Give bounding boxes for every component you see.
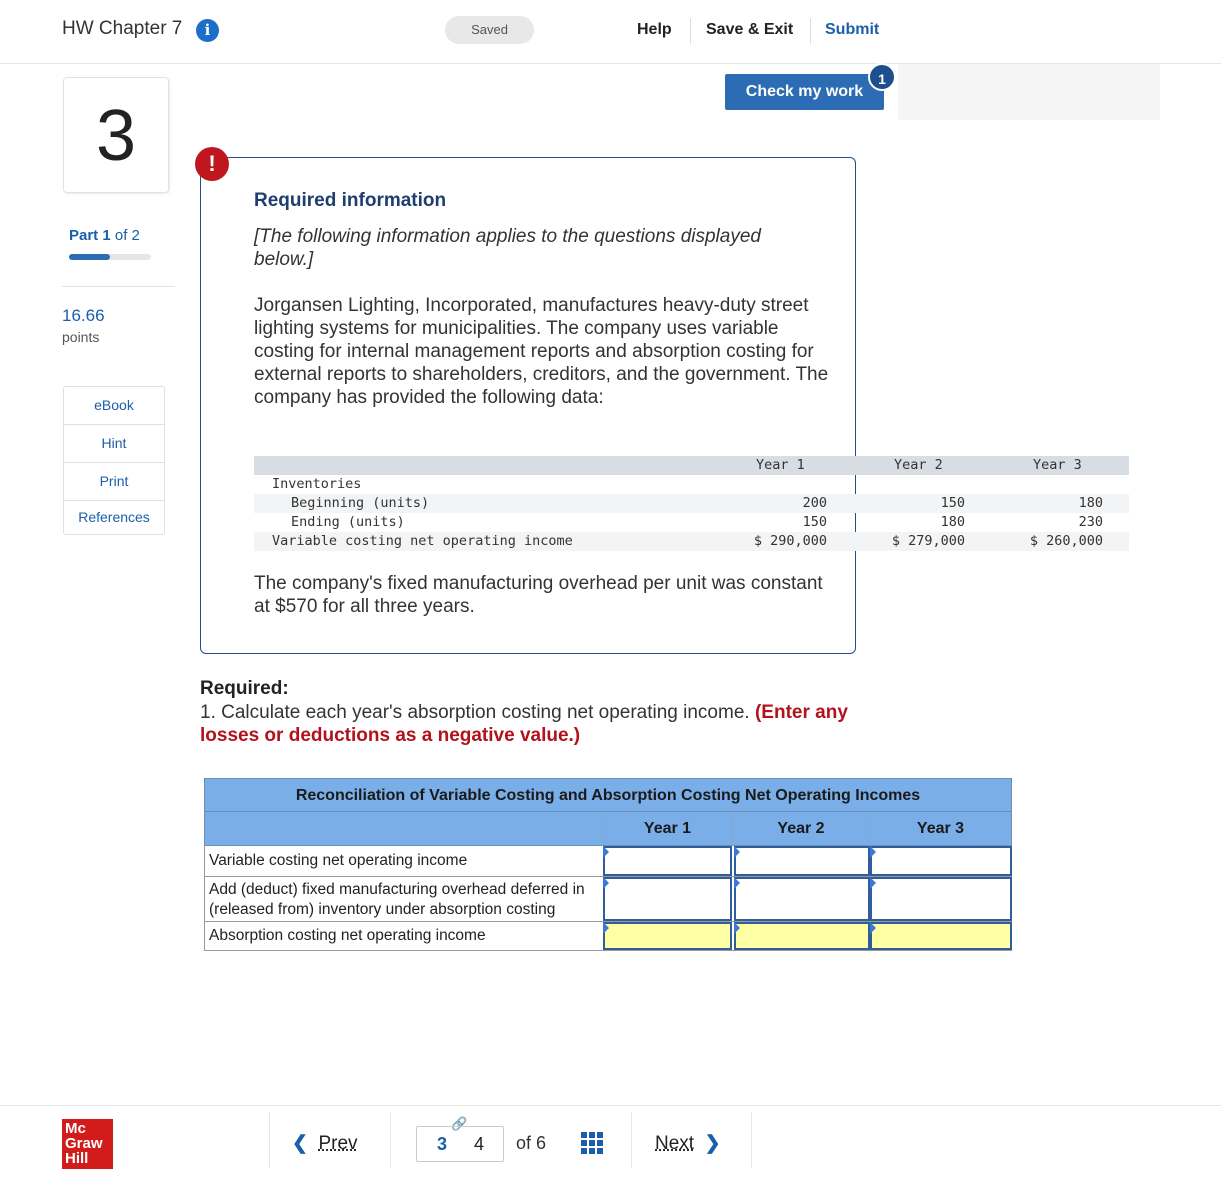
vc-income-year-3: $ 260,000 [1029,533,1103,549]
table-row [254,494,1129,513]
references-button[interactable]: References [78,509,150,525]
alert-icon: ! [195,147,229,181]
ending-units-label: Ending (units) [291,514,405,530]
divider [390,1112,391,1168]
sidebar-divider [62,286,175,287]
ending-year-3: 230 [1078,514,1103,530]
chevron-right-icon: ❯ [704,1133,721,1154]
points-label: points [62,329,100,345]
vc-income-input-year-3[interactable] [870,846,1012,876]
next-label: Next [655,1133,695,1154]
col-year-2: Year 2 [894,457,943,473]
part-word: Part [69,227,99,244]
problem-description: Jorgansen Lighting, Incorporated, manufactures heavy-duty street lighting systems for municipalities. The company uses variable costing for internal management reports and absorption costing for external reports to shareholders, creditors, and the government. The company has provided the following data: [254,295,829,408]
ebook-button[interactable]: eBook [64,387,164,425]
assignment-title: HW Chapter 7 [62,18,183,39]
recon-col-year-2: Year 2 [732,812,869,846]
beginning-units-label: Beginning (units) [291,495,430,511]
grid-icon[interactable] [581,1132,603,1154]
ending-year-1: 150 [802,514,827,530]
points-value: 16.66 [62,306,105,325]
check-attempts-badge: 1 [868,63,896,91]
recon-row-label: Absorption costing net operating income [209,927,486,944]
logo-line: Graw [65,1135,103,1152]
divider [269,1112,270,1168]
beginning-year-3: 180 [1078,495,1103,511]
part-of-total: of 2 [114,227,140,244]
reconciliation-header-row [204,811,1012,846]
divider [690,18,691,44]
check-my-work-button[interactable]: Check my work [725,74,884,110]
fixed-overhead-text: The company's fixed manufacturing overhead per unit was constant at $570 for all three years. [254,573,823,617]
page-selector[interactable] [416,1126,504,1162]
prev-button[interactable] [292,1132,358,1155]
next-page-number[interactable]: 4 [474,1134,485,1154]
vc-income-label: Variable costing net operating income [272,533,573,549]
divider [631,1112,632,1168]
footer-divider [0,1105,1221,1106]
vc-income-year-2: $ 279,000 [891,533,965,549]
vc-income-input-year-1[interactable] [603,846,732,876]
recon-col-year-3: Year 3 [869,812,1011,846]
overhead-deferred-input-year-1[interactable] [603,877,732,921]
next-button[interactable] [655,1132,721,1155]
vc-income-year-1: $ 290,000 [753,533,827,549]
required-info-note: [The following information applies to the questions displayed below.] [254,226,761,270]
required-text [200,701,900,747]
info-icon[interactable]: i [196,19,219,42]
divider [810,18,811,44]
required-heading: Required: [200,678,289,699]
table-row [204,921,1012,951]
hint-button[interactable]: Hint [64,425,164,463]
ac-income-input-year-2[interactable] [734,922,870,950]
beginning-year-1: 200 [802,495,827,511]
beginning-year-2: 150 [940,495,965,511]
question-number: 3 [63,77,169,193]
current-page[interactable]: 3 [437,1134,448,1154]
resource-tools [63,386,165,535]
ending-year-2: 180 [940,514,965,530]
ac-income-input-year-1[interactable] [603,922,732,950]
inventory-data-table [254,456,1129,551]
print-button[interactable]: Print [64,463,164,501]
required-question: 1. Calculate each year's absorption costing net operating income. [200,702,750,723]
table-header-row [254,456,1129,475]
part-progress-fill [69,254,110,260]
ac-income-input-year-3[interactable] [870,922,1012,950]
table-row [254,513,1129,532]
table-row [204,845,1012,877]
prev-label: Prev [318,1133,358,1154]
vc-income-input-year-2[interactable] [734,846,870,876]
overhead-deferred-input-year-2[interactable] [734,877,870,921]
required-instruction: (Enter any losses or deductions as a negative value.) [200,702,848,746]
logo-line: Hill [65,1150,89,1167]
reconciliation-title: Reconciliation of Variable Costing and Absorption Costing Net Operating Incomes [204,778,1012,812]
save-exit-link[interactable]: Save & Exit [706,21,794,38]
top-bar [0,0,1221,64]
mcgraw-hill-logo [62,1119,113,1169]
recon-row-label: Variable costing net operating income [209,852,468,869]
part-indicator [69,227,140,244]
table-row [204,876,1012,922]
link-icon: 🔗 [451,1116,468,1131]
header-side-panel [898,64,1160,120]
recon-row-label: Add (deduct) fixed manufacturing overhead deferred in (released from) inventory under absorption costing [209,881,585,918]
table-row [254,532,1129,551]
col-year-3: Year 3 [1033,457,1082,473]
overhead-deferred-input-year-3[interactable] [870,877,1012,921]
col-year-1: Year 1 [756,457,805,473]
saved-status-badge: Saved [445,16,534,44]
recon-col-year-1: Year 1 [602,812,732,846]
required-info-heading: Required information [254,190,447,211]
page-total: of 6 [516,1133,547,1153]
logo-line: Mc [65,1120,86,1137]
part-current: 1 [102,227,111,244]
part-progress-bar [69,254,151,260]
inventories-label: Inventories [272,476,362,492]
chevron-left-icon: ❮ [292,1133,308,1154]
submit-link[interactable]: Submit [825,21,880,38]
divider [751,1112,752,1168]
help-link[interactable]: Help [637,21,672,38]
table-row [254,475,1129,494]
